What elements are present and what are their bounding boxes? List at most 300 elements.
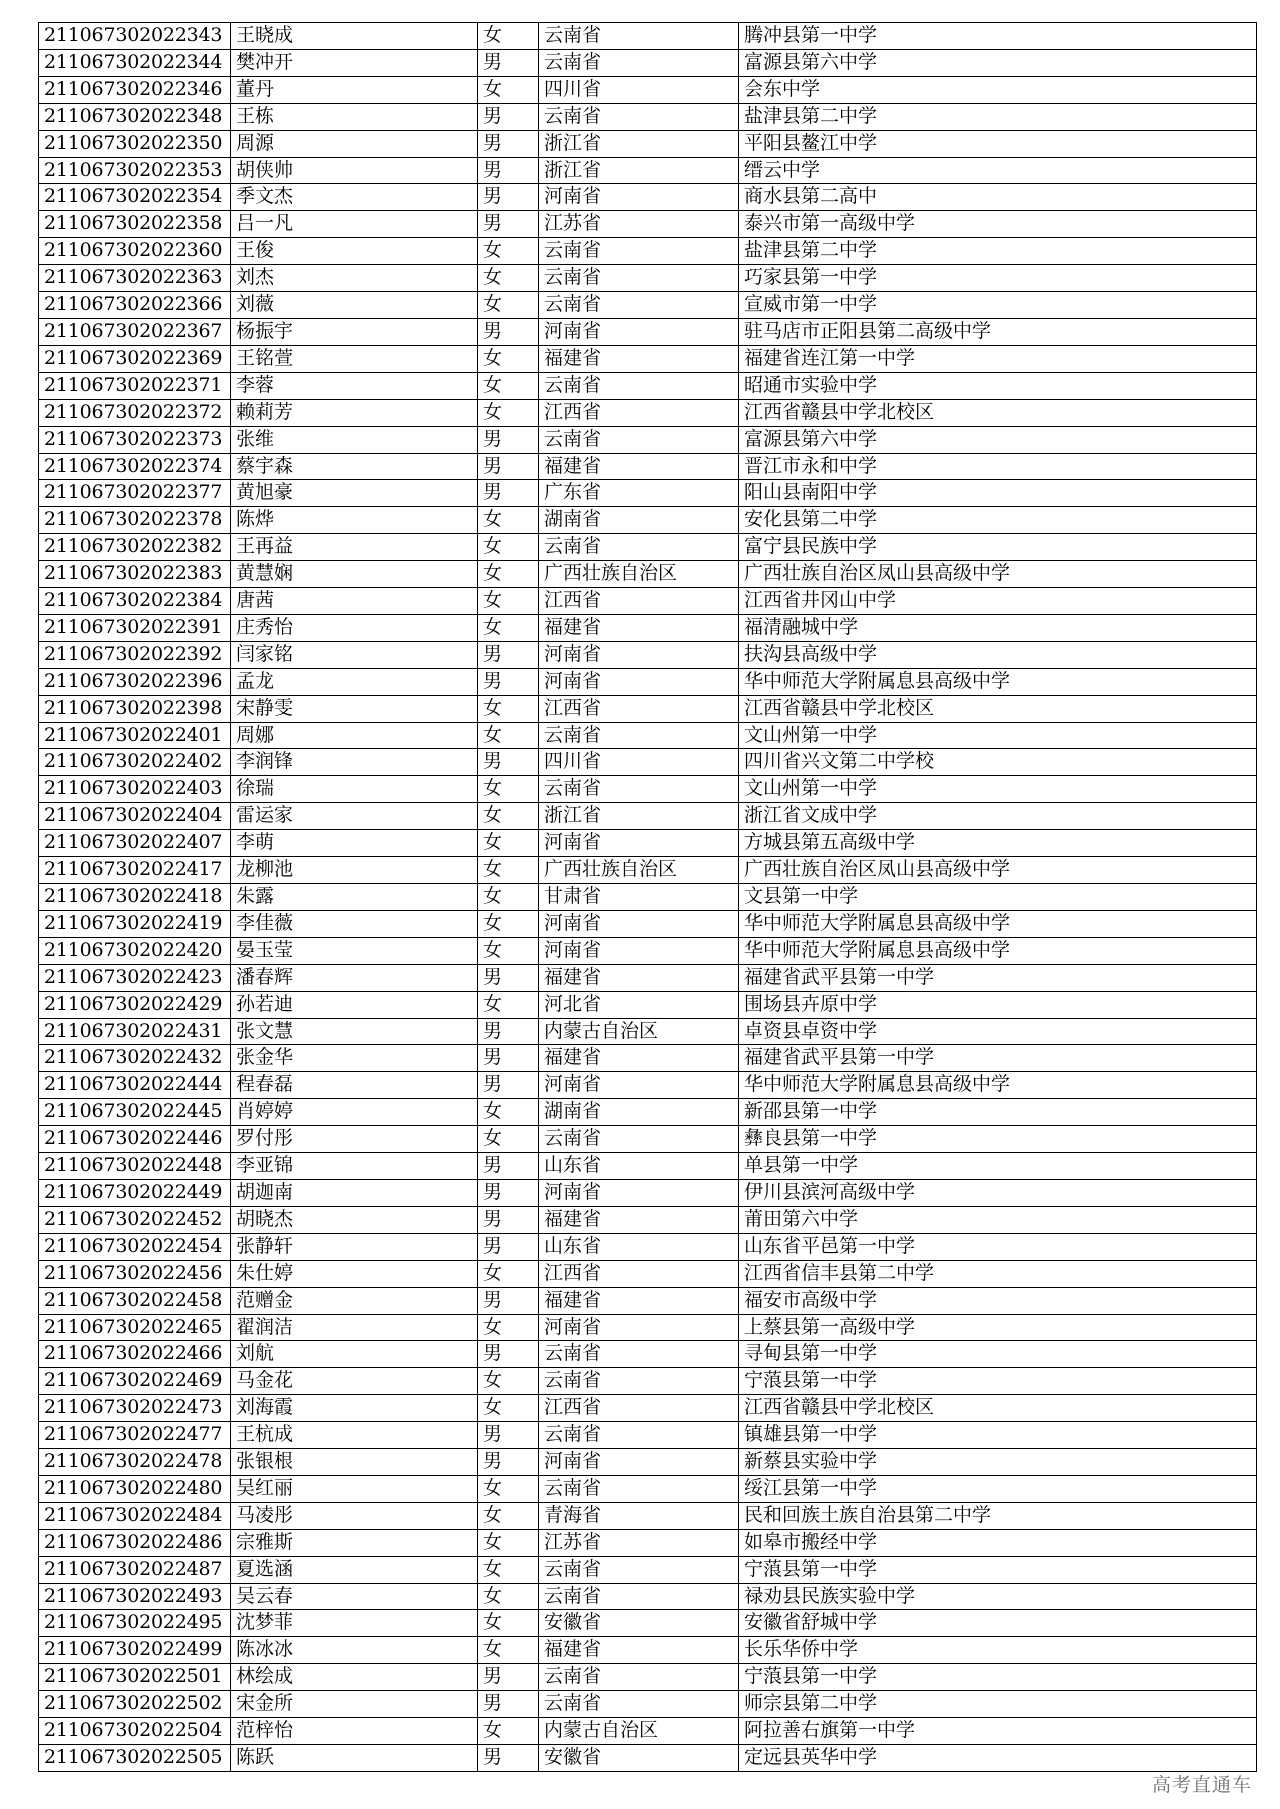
- gender-cell: 女: [478, 399, 539, 426]
- exam-id-cell: 211067302022353: [39, 157, 231, 184]
- exam-id-cell: 211067302022343: [39, 23, 231, 50]
- table-row: [39, 884, 1257, 911]
- table-row: [39, 184, 1257, 211]
- name-cell: 闫家铭: [231, 641, 478, 668]
- school-cell: 缙云中学: [739, 157, 1257, 184]
- gender-cell: 男: [478, 1745, 539, 1772]
- table-row: [39, 1610, 1257, 1637]
- name-cell: 宋静雯: [231, 695, 478, 722]
- table-row: [39, 1691, 1257, 1718]
- gender-cell: 女: [478, 1314, 539, 1341]
- province-cell: 河南省: [539, 641, 739, 668]
- exam-id-cell: 211067302022504: [39, 1718, 231, 1745]
- province-cell: 江西省: [539, 1260, 739, 1287]
- name-cell: 范赠金: [231, 1287, 478, 1314]
- gender-cell: 女: [478, 292, 539, 319]
- gender-cell: 女: [478, 803, 539, 830]
- school-cell: 莆田第六中学: [739, 1206, 1257, 1233]
- table-row: [39, 1745, 1257, 1772]
- school-cell: 伊川县滨河高级中学: [739, 1179, 1257, 1206]
- table-row: [39, 1637, 1257, 1664]
- province-cell: 河南省: [539, 830, 739, 857]
- school-cell: 阳山县南阳中学: [739, 480, 1257, 507]
- gender-cell: 男: [478, 668, 539, 695]
- name-cell: 刘航: [231, 1341, 478, 1368]
- table-row: [39, 830, 1257, 857]
- exam-id-cell: 211067302022473: [39, 1395, 231, 1422]
- table-row: [39, 130, 1257, 157]
- table-row: [39, 588, 1257, 615]
- school-cell: 单县第一中学: [739, 1153, 1257, 1180]
- table-row: [39, 749, 1257, 776]
- table-row: [39, 1449, 1257, 1476]
- gender-cell: 男: [478, 103, 539, 130]
- school-cell: 山东省平邑第一中学: [739, 1233, 1257, 1260]
- table-row: [39, 507, 1257, 534]
- province-cell: 湖南省: [539, 507, 739, 534]
- exam-id-cell: 211067302022505: [39, 1745, 231, 1772]
- gender-cell: 男: [478, 964, 539, 991]
- province-cell: 云南省: [539, 1556, 739, 1583]
- gender-cell: 女: [478, 1099, 539, 1126]
- table-row: [39, 695, 1257, 722]
- school-cell: 华中师范大学附属息县高级中学: [739, 937, 1257, 964]
- name-cell: 陈烨: [231, 507, 478, 534]
- province-cell: 甘肃省: [539, 884, 739, 911]
- name-cell: 胡晓杰: [231, 1206, 478, 1233]
- gender-cell: 男: [478, 480, 539, 507]
- table-row: [39, 991, 1257, 1018]
- name-cell: 徐瑞: [231, 776, 478, 803]
- school-cell: 新邵县第一中学: [739, 1099, 1257, 1126]
- school-cell: 定远县英华中学: [739, 1745, 1257, 1772]
- name-cell: 王再益: [231, 534, 478, 561]
- province-cell: 四川省: [539, 76, 739, 103]
- province-cell: 江苏省: [539, 1529, 739, 1556]
- gender-cell: 女: [478, 1260, 539, 1287]
- gender-cell: 男: [478, 641, 539, 668]
- name-cell: 胡侠帅: [231, 157, 478, 184]
- table-row: [39, 561, 1257, 588]
- school-cell: 江西省赣县中学北校区: [739, 695, 1257, 722]
- gender-cell: 女: [478, 1368, 539, 1395]
- province-cell: 云南省: [539, 1126, 739, 1153]
- name-cell: 黄旭豪: [231, 480, 478, 507]
- name-cell: 李佳薇: [231, 910, 478, 937]
- table-row: [39, 1422, 1257, 1449]
- name-cell: 李亚锦: [231, 1153, 478, 1180]
- name-cell: 张金华: [231, 1045, 478, 1072]
- school-cell: 昭通市实验中学: [739, 372, 1257, 399]
- province-cell: 河南省: [539, 910, 739, 937]
- school-cell: 驻马店市正阳县第二高级中学: [739, 318, 1257, 345]
- school-cell: 华中师范大学附属息县高级中学: [739, 668, 1257, 695]
- table-row: [39, 1072, 1257, 1099]
- table-row: [39, 857, 1257, 884]
- table-row: [39, 103, 1257, 130]
- name-cell: 雷运家: [231, 803, 478, 830]
- name-cell: 季文杰: [231, 184, 478, 211]
- name-cell: 吕一凡: [231, 211, 478, 238]
- province-cell: 安徽省: [539, 1610, 739, 1637]
- gender-cell: 女: [478, 1637, 539, 1664]
- province-cell: 河南省: [539, 1179, 739, 1206]
- school-cell: 四川省兴文第二中学校: [739, 749, 1257, 776]
- school-cell: 晋江市永和中学: [739, 453, 1257, 480]
- school-cell: 江西省井冈山中学: [739, 588, 1257, 615]
- school-cell: 浙江省文成中学: [739, 803, 1257, 830]
- table-row: [39, 1556, 1257, 1583]
- school-cell: 方城县第五高级中学: [739, 830, 1257, 857]
- province-cell: 江西省: [539, 588, 739, 615]
- province-cell: 江苏省: [539, 211, 739, 238]
- name-cell: 唐茜: [231, 588, 478, 615]
- watermark-text: 高考直通车: [1151, 1774, 1252, 1796]
- gender-cell: 男: [478, 453, 539, 480]
- school-cell: 广西壮族自治区凤山县高级中学: [739, 561, 1257, 588]
- exam-id-cell: 211067302022458: [39, 1287, 231, 1314]
- table-row: [39, 1368, 1257, 1395]
- exam-id-cell: 211067302022487: [39, 1556, 231, 1583]
- school-cell: 广西壮族自治区凤山县高级中学: [739, 857, 1257, 884]
- gender-cell: 男: [478, 1072, 539, 1099]
- name-cell: 周娜: [231, 722, 478, 749]
- table-row: [39, 1045, 1257, 1072]
- exam-id-cell: 211067302022465: [39, 1314, 231, 1341]
- gender-cell: 女: [478, 1395, 539, 1422]
- exam-id-cell: 211067302022449: [39, 1179, 231, 1206]
- name-cell: 龙柳池: [231, 857, 478, 884]
- exam-id-cell: 211067302022378: [39, 507, 231, 534]
- name-cell: 刘海霞: [231, 1395, 478, 1422]
- gender-cell: 女: [478, 614, 539, 641]
- gender-cell: 女: [478, 23, 539, 50]
- name-cell: 孟龙: [231, 668, 478, 695]
- table-row: [39, 1126, 1257, 1153]
- school-cell: 平阳县鳌江中学: [739, 130, 1257, 157]
- name-cell: 宋金所: [231, 1691, 478, 1718]
- school-cell: 福清融城中学: [739, 614, 1257, 641]
- table-row: [39, 1287, 1257, 1314]
- exam-id-cell: 211067302022392: [39, 641, 231, 668]
- exam-id-cell: 211067302022374: [39, 453, 231, 480]
- table-row: [39, 1529, 1257, 1556]
- exam-id-cell: 211067302022486: [39, 1529, 231, 1556]
- gender-cell: 男: [478, 184, 539, 211]
- exam-id-cell: 211067302022371: [39, 372, 231, 399]
- exam-id-cell: 211067302022454: [39, 1233, 231, 1260]
- name-cell: 范梓怡: [231, 1718, 478, 1745]
- province-cell: 江西省: [539, 695, 739, 722]
- table-row: [39, 23, 1257, 50]
- school-cell: 腾冲县第一中学: [739, 23, 1257, 50]
- table-row: [39, 453, 1257, 480]
- exam-id-cell: 211067302022354: [39, 184, 231, 211]
- gender-cell: 女: [478, 830, 539, 857]
- name-cell: 王杭成: [231, 1422, 478, 1449]
- table-row: [39, 76, 1257, 103]
- province-cell: 浙江省: [539, 803, 739, 830]
- school-cell: 扶沟县高级中学: [739, 641, 1257, 668]
- exam-id-cell: 211067302022377: [39, 480, 231, 507]
- name-cell: 马凌彤: [231, 1502, 478, 1529]
- exam-id-cell: 211067302022493: [39, 1583, 231, 1610]
- province-cell: 福建省: [539, 453, 739, 480]
- table-row: [39, 937, 1257, 964]
- name-cell: 刘薇: [231, 292, 478, 319]
- province-cell: 云南省: [539, 103, 739, 130]
- province-cell: 福建省: [539, 1045, 739, 1072]
- exam-id-cell: 211067302022423: [39, 964, 231, 991]
- exam-id-cell: 211067302022484: [39, 1502, 231, 1529]
- table-row: [39, 345, 1257, 372]
- gender-cell: 女: [478, 1502, 539, 1529]
- gender-cell: 女: [478, 372, 539, 399]
- table-row: [39, 1395, 1257, 1422]
- table-row: [39, 372, 1257, 399]
- school-cell: 富源县第六中学: [739, 426, 1257, 453]
- name-cell: 孙若迪: [231, 991, 478, 1018]
- exam-id-cell: 211067302022391: [39, 614, 231, 641]
- table-row: [39, 1206, 1257, 1233]
- school-cell: 文县第一中学: [739, 884, 1257, 911]
- province-cell: 河南省: [539, 1072, 739, 1099]
- name-cell: 罗付彤: [231, 1126, 478, 1153]
- school-cell: 福建省连江第一中学: [739, 345, 1257, 372]
- school-cell: 江西省赣县中学北校区: [739, 1395, 1257, 1422]
- table-row: [39, 480, 1257, 507]
- exam-id-cell: 211067302022358: [39, 211, 231, 238]
- gender-cell: 女: [478, 1583, 539, 1610]
- school-cell: 江西省赣县中学北校区: [739, 399, 1257, 426]
- exam-id-cell: 211067302022502: [39, 1691, 231, 1718]
- exam-id-cell: 211067302022363: [39, 265, 231, 292]
- exam-id-cell: 211067302022404: [39, 803, 231, 830]
- name-cell: 翟润洁: [231, 1314, 478, 1341]
- school-cell: 泰兴市第一高级中学: [739, 211, 1257, 238]
- table-row: [39, 1718, 1257, 1745]
- school-cell: 禄劝县民族实验中学: [739, 1583, 1257, 1610]
- school-cell: 文山州第一中学: [739, 776, 1257, 803]
- name-cell: 王栋: [231, 103, 478, 130]
- gender-cell: 男: [478, 1233, 539, 1260]
- province-cell: 云南省: [539, 238, 739, 265]
- gender-cell: 女: [478, 1475, 539, 1502]
- name-cell: 李萌: [231, 830, 478, 857]
- province-cell: 云南省: [539, 292, 739, 319]
- exam-id-cell: 211067302022360: [39, 238, 231, 265]
- name-cell: 陈跃: [231, 1745, 478, 1772]
- table-row: [39, 668, 1257, 695]
- gender-cell: 女: [478, 561, 539, 588]
- exam-id-cell: 211067302022384: [39, 588, 231, 615]
- province-cell: 云南省: [539, 372, 739, 399]
- gender-cell: 女: [478, 884, 539, 911]
- school-cell: 镇雄县第一中学: [739, 1422, 1257, 1449]
- gender-cell: 男: [478, 1664, 539, 1691]
- gender-cell: 男: [478, 157, 539, 184]
- table-row: [39, 318, 1257, 345]
- exam-id-cell: 211067302022420: [39, 937, 231, 964]
- province-cell: 河南省: [539, 937, 739, 964]
- table-row: [39, 1260, 1257, 1287]
- gender-cell: 女: [478, 238, 539, 265]
- province-cell: 云南省: [539, 1475, 739, 1502]
- province-cell: 福建省: [539, 345, 739, 372]
- school-cell: 安徽省舒城中学: [739, 1610, 1257, 1637]
- gender-cell: 男: [478, 1045, 539, 1072]
- school-cell: 华中师范大学附属息县高级中学: [739, 910, 1257, 937]
- gender-cell: 女: [478, 345, 539, 372]
- school-cell: 上蔡县第一高级中学: [739, 1314, 1257, 1341]
- exam-id-cell: 211067302022369: [39, 345, 231, 372]
- province-cell: 云南省: [539, 1664, 739, 1691]
- province-cell: 云南省: [539, 426, 739, 453]
- gender-cell: 女: [478, 265, 539, 292]
- exam-id-cell: 211067302022448: [39, 1153, 231, 1180]
- student-list-body: [39, 23, 1257, 1772]
- name-cell: 肖婷婷: [231, 1099, 478, 1126]
- exam-id-cell: 211067302022348: [39, 103, 231, 130]
- exam-id-cell: 211067302022495: [39, 1610, 231, 1637]
- gender-cell: 女: [478, 1529, 539, 1556]
- exam-id-cell: 211067302022432: [39, 1045, 231, 1072]
- school-cell: 宁蒗县第一中学: [739, 1556, 1257, 1583]
- school-cell: 巧家县第一中学: [739, 265, 1257, 292]
- exam-id-cell: 211067302022469: [39, 1368, 231, 1395]
- name-cell: 周源: [231, 130, 478, 157]
- gender-cell: 男: [478, 1179, 539, 1206]
- province-cell: 云南省: [539, 1583, 739, 1610]
- table-row: [39, 964, 1257, 991]
- exam-id-cell: 211067302022431: [39, 1018, 231, 1045]
- table-row: [39, 534, 1257, 561]
- gender-cell: 女: [478, 1610, 539, 1637]
- table-row: [39, 292, 1257, 319]
- exam-id-cell: 211067302022402: [39, 749, 231, 776]
- name-cell: 黄慧娴: [231, 561, 478, 588]
- province-cell: 福建省: [539, 614, 739, 641]
- school-cell: 阿拉善右旗第一中学: [739, 1718, 1257, 1745]
- school-cell: 围场县卉原中学: [739, 991, 1257, 1018]
- name-cell: 王俊: [231, 238, 478, 265]
- gender-cell: 男: [478, 1691, 539, 1718]
- name-cell: 张银根: [231, 1449, 478, 1476]
- table-row: [39, 722, 1257, 749]
- gender-cell: 男: [478, 1206, 539, 1233]
- table-row: [39, 1475, 1257, 1502]
- name-cell: 王晓成: [231, 23, 478, 50]
- name-cell: 朱露: [231, 884, 478, 911]
- gender-cell: 男: [478, 1287, 539, 1314]
- gender-cell: 男: [478, 1422, 539, 1449]
- school-cell: 福建省武平县第一中学: [739, 964, 1257, 991]
- exam-id-cell: 211067302022366: [39, 292, 231, 319]
- name-cell: 陈冰冰: [231, 1637, 478, 1664]
- school-cell: 绥江县第一中学: [739, 1475, 1257, 1502]
- name-cell: 赖莉芳: [231, 399, 478, 426]
- school-cell: 卓资县卓资中学: [739, 1018, 1257, 1045]
- exam-id-cell: 211067302022444: [39, 1072, 231, 1099]
- school-cell: 安化县第二中学: [739, 507, 1257, 534]
- exam-id-cell: 211067302022344: [39, 49, 231, 76]
- province-cell: 云南省: [539, 776, 739, 803]
- name-cell: 王铭萱: [231, 345, 478, 372]
- gender-cell: 女: [478, 534, 539, 561]
- school-cell: 盐津县第二中学: [739, 238, 1257, 265]
- school-cell: 商水县第二高中: [739, 184, 1257, 211]
- province-cell: 云南省: [539, 1368, 739, 1395]
- province-cell: 福建省: [539, 964, 739, 991]
- province-cell: 福建省: [539, 1287, 739, 1314]
- name-cell: 沈梦菲: [231, 1610, 478, 1637]
- school-cell: 会东中学: [739, 76, 1257, 103]
- province-cell: 浙江省: [539, 130, 739, 157]
- table-row: [39, 641, 1257, 668]
- school-cell: 彝良县第一中学: [739, 1126, 1257, 1153]
- name-cell: 夏选涵: [231, 1556, 478, 1583]
- province-cell: 山东省: [539, 1233, 739, 1260]
- gender-cell: 男: [478, 49, 539, 76]
- exam-id-cell: 211067302022383: [39, 561, 231, 588]
- exam-id-cell: 211067302022367: [39, 318, 231, 345]
- name-cell: 李蓉: [231, 372, 478, 399]
- school-cell: 福安市高级中学: [739, 1287, 1257, 1314]
- province-cell: 福建省: [539, 1206, 739, 1233]
- province-cell: 云南省: [539, 1691, 739, 1718]
- exam-id-cell: 211067302022396: [39, 668, 231, 695]
- exam-id-cell: 211067302022403: [39, 776, 231, 803]
- table-row: [39, 1099, 1257, 1126]
- table-row: [39, 1341, 1257, 1368]
- exam-id-cell: 211067302022501: [39, 1664, 231, 1691]
- table-row: [39, 910, 1257, 937]
- school-cell: 长乐华侨中学: [739, 1637, 1257, 1664]
- school-cell: 宁蒗县第一中学: [739, 1368, 1257, 1395]
- gender-cell: 女: [478, 722, 539, 749]
- school-cell: 盐津县第二中学: [739, 103, 1257, 130]
- exam-id-cell: 211067302022478: [39, 1449, 231, 1476]
- gender-cell: 男: [478, 1341, 539, 1368]
- table-row: [39, 1502, 1257, 1529]
- exam-id-cell: 211067302022429: [39, 991, 231, 1018]
- exam-id-cell: 211067302022382: [39, 534, 231, 561]
- exam-id-cell: 211067302022452: [39, 1206, 231, 1233]
- name-cell: 董丹: [231, 76, 478, 103]
- school-cell: 师宗县第二中学: [739, 1691, 1257, 1718]
- name-cell: 程春磊: [231, 1072, 478, 1099]
- name-cell: 马金花: [231, 1368, 478, 1395]
- province-cell: 云南省: [539, 23, 739, 50]
- exam-id-cell: 211067302022466: [39, 1341, 231, 1368]
- school-cell: 富源县第六中学: [739, 49, 1257, 76]
- table-row: [39, 399, 1257, 426]
- exam-id-cell: 211067302022446: [39, 1126, 231, 1153]
- name-cell: 庄秀怡: [231, 614, 478, 641]
- gender-cell: 女: [478, 857, 539, 884]
- exam-id-cell: 211067302022499: [39, 1637, 231, 1664]
- exam-id-cell: 211067302022419: [39, 910, 231, 937]
- province-cell: 江西省: [539, 399, 739, 426]
- province-cell: 云南省: [539, 1422, 739, 1449]
- name-cell: 张静轩: [231, 1233, 478, 1260]
- table-row: [39, 1018, 1257, 1045]
- gender-cell: 男: [478, 1018, 539, 1045]
- name-cell: 杨振宇: [231, 318, 478, 345]
- school-cell: 福建省武平县第一中学: [739, 1045, 1257, 1072]
- province-cell: 内蒙古自治区: [539, 1718, 739, 1745]
- name-cell: 吴红丽: [231, 1475, 478, 1502]
